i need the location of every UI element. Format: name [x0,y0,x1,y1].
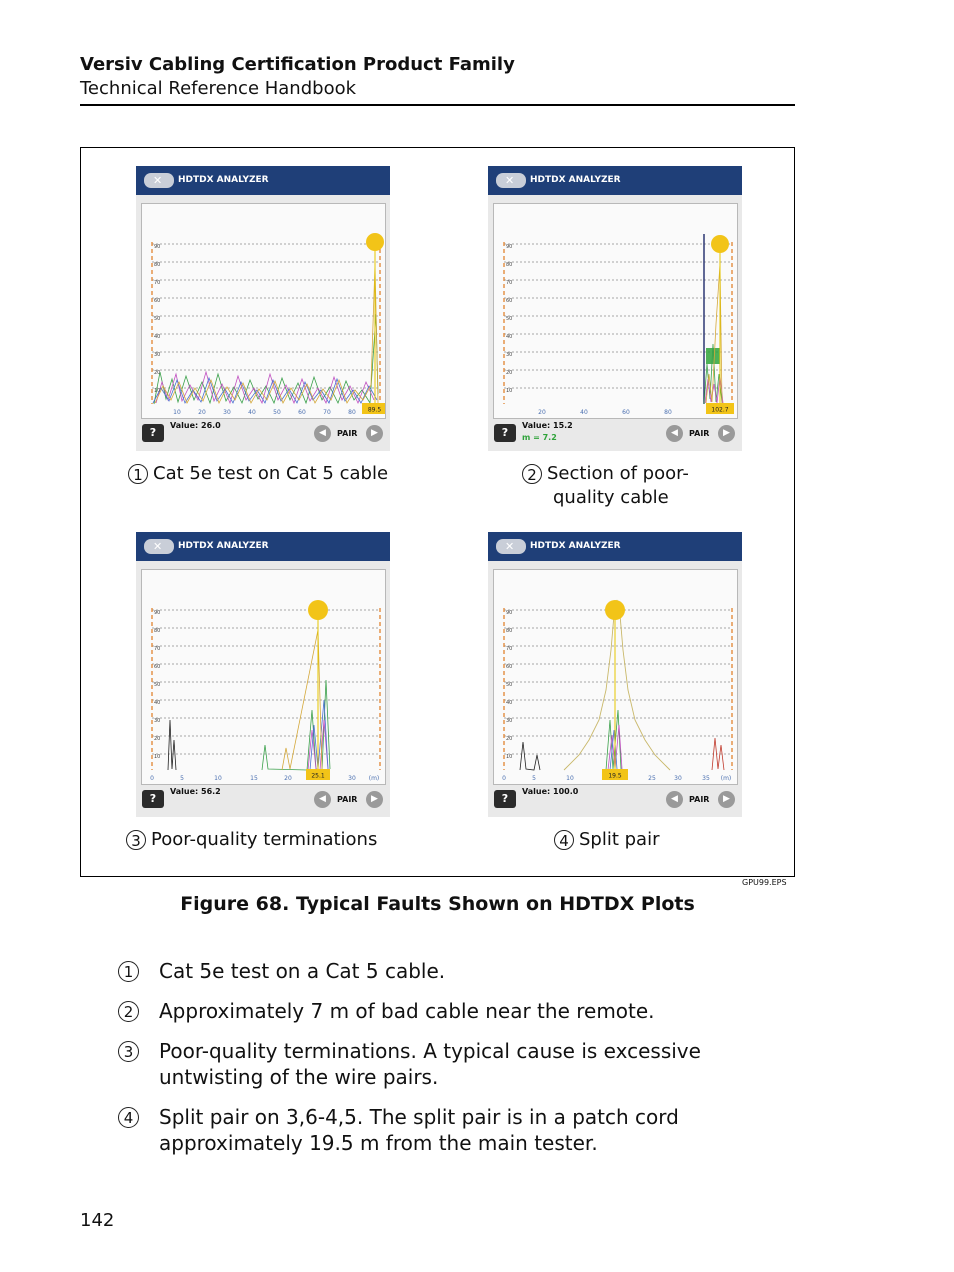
y-tick-label: 40 [506,700,513,706]
x-tick-label: 30 [674,775,682,782]
y-tick-label: 90 [154,610,161,616]
y-tick-label: 10 [154,388,161,394]
hdtdx-plot [141,203,386,419]
x-tick-label: 60 [622,409,630,416]
screen-bottombar [136,417,390,451]
y-tick-label: 70 [154,646,161,652]
y-tick-label: 90 [154,244,161,250]
x-tick-label: 5 [532,775,536,782]
x-tick-label: 5 [180,775,184,782]
y-tick-label: 50 [506,316,513,322]
back-button[interactable] [144,539,174,554]
caption-text: Cat 5e test on Cat 5 cable [153,463,389,484]
y-tick-label: 70 [506,280,513,286]
screen-bottombar [488,783,742,817]
figure-caption-4 [554,828,660,852]
help-button[interactable]: ? [142,424,164,442]
y-tick-label: 40 [506,334,513,340]
y-tick-label: 30 [154,352,161,358]
page-header [80,53,795,101]
y-tick-labels [154,244,160,394]
screen-titlebar [136,166,390,195]
x-tick-label: 30 [348,775,356,782]
y-tick-label: 60 [506,298,513,304]
y-tick-label: 20 [506,736,513,742]
hdtdx-plot [141,569,386,785]
y-tick-label: 10 [154,754,161,760]
callout-number: 4 [118,1107,139,1128]
y-tick-label: 40 [154,334,161,340]
callout-number: 1 [118,961,139,982]
y-tick-label: 30 [506,352,513,358]
hdtdx-screen-3 [136,532,390,817]
screen-titlebar [488,532,742,561]
x-unit-label: (m) [720,775,732,782]
x-tick-label: 40 [248,409,256,416]
screen-title: HDTDX ANALYZER [178,541,269,551]
y-tick-label: 20 [506,370,513,376]
value-readout: Value: 100.0 [522,787,579,796]
pair-prev-button[interactable]: ◀ [666,425,683,442]
pair-prev-button[interactable]: ◀ [314,791,331,808]
y-tick-label: 70 [154,280,161,286]
hdtdx-screen-2 [488,166,742,451]
x-tick-label: 80 [664,409,672,416]
header-rule [80,104,795,106]
pair-label: PAIR [689,429,710,438]
callout-text: Cat 5e test on a Cat 5 cable. [159,959,446,983]
screen-title: HDTDX ANALYZER [530,175,621,185]
hdtdx-plot-svg [494,204,737,418]
cursor-readout: 89.5 [367,406,382,414]
y-tick-label: 40 [154,700,161,706]
help-button[interactable]: ? [494,790,516,808]
x-tick-labels [173,409,356,416]
x-tick-label: 20 [538,409,546,416]
hdtdx-plot [493,569,738,785]
screen-titlebar [136,532,390,561]
x-tick-label: 40 [580,409,588,416]
y-tick-label: 30 [506,718,513,724]
y-tick-label: 60 [154,664,161,670]
eps-filename: GPU99.EPS [742,878,787,887]
back-arrow-icon: ✕ [505,540,515,553]
screen-bottombar [136,783,390,817]
x-tick-label: 60 [298,409,306,416]
y-tick-label: 80 [506,628,513,634]
pair-prev-button[interactable]: ◀ [666,791,683,808]
x-unit-label: (m) [368,775,380,782]
x-tick-labels [538,409,672,416]
cursor-readout: 25.1 [311,772,325,780]
x-tick-label: 30 [223,409,231,416]
value-readout: Value: 56.2 [170,787,221,796]
x-tick-label: 50 [273,409,281,416]
pair-next-button[interactable]: ▶ [718,791,735,808]
pair-label: PAIR [337,429,358,438]
y-tick-label: 20 [154,736,161,742]
x-tick-label: 70 [323,409,331,416]
y-tick-label: 90 [506,610,513,616]
y-tick-label: 60 [506,664,513,670]
back-button[interactable] [144,173,174,188]
page-number: 142 [80,1210,115,1231]
x-tick-label: 80 [348,409,356,416]
figure-title: Figure 68. Typical Faults Shown on HDTDX Plots [180,893,695,915]
caption-text: Poor-quality terminations [151,829,378,850]
y-tick-label: 60 [154,298,161,304]
pair-next-button[interactable]: ▶ [718,425,735,442]
back-arrow-icon: ✕ [153,540,163,553]
pair-prev-button[interactable]: ◀ [314,425,331,442]
x-tick-label: 10 [214,775,222,782]
screen-title: HDTDX ANALYZER [178,175,269,185]
caption-number: 1 [128,464,148,484]
y-tick-label: 90 [506,244,513,250]
callout-list [118,958,798,1170]
back-arrow-icon: ✕ [505,174,515,187]
callout-number: 3 [118,1041,139,1062]
hdtdx-screen-4 [488,532,742,817]
pair-label: PAIR [689,795,710,804]
y-tick-label: 50 [154,316,161,322]
caption-text: Section of poor- [547,463,689,484]
y-tick-label: 80 [154,262,161,268]
x-tick-label: 15 [250,775,258,782]
y-tick-label: 70 [506,646,513,652]
screen-title: HDTDX ANALYZER [530,541,621,551]
callout-item [118,1104,798,1156]
hdtdx-screen-1 [136,166,390,451]
x-tick-label: 10 [173,409,181,416]
product-family-title: Versiv Cabling Certification Product Family [80,54,515,75]
hdtdx-plot-svg [494,570,737,784]
back-arrow-icon: ✕ [153,174,163,187]
screen-bottombar [488,417,742,451]
x-tick-label: 20 [284,775,292,782]
x-tick-label: 25 [648,775,656,782]
y-tick-label: 80 [154,628,161,634]
x-tick-label: 0 [502,775,506,782]
caption-number: 4 [554,830,574,850]
callout-text: Approximately 7 m of bad cable near the remote. [159,999,655,1023]
callout-item [118,1038,798,1090]
y-tick-label: 10 [506,388,513,394]
value-readout: Value: 15.2 [522,421,573,430]
x-tick-labels [150,772,380,782]
pair-label: PAIR [337,795,358,804]
y-tick-labels [506,244,512,394]
y-tick-labels [506,610,512,760]
callout-text: Poor-quality terminations. A typical cause is excessive untwisting of the wire pairs. [159,1039,701,1089]
figure-caption-1 [128,462,388,486]
back-button[interactable] [496,173,526,188]
x-tick-label: 35 [702,775,710,782]
y-tick-label: 10 [506,754,513,760]
hdtdx-plot [493,203,738,419]
back-button[interactable] [496,539,526,554]
cursor-readout: 102.7 [711,406,729,414]
help-button[interactable]: ? [142,790,164,808]
figure-caption-3 [126,828,377,852]
y-tick-label: 20 [154,370,161,376]
handbook-title: Technical Reference Handbook [80,78,357,99]
cursor-readout: 19.5 [608,772,622,780]
x-tick-label: 0 [150,775,154,782]
caption-text-line2: quality cable [553,487,669,508]
y-tick-label: 50 [506,682,513,688]
caption-number: 3 [126,830,146,850]
y-tick-labels [154,610,160,760]
y-tick-label: 50 [154,682,161,688]
callout-item [118,958,798,984]
caption-number: 2 [522,464,542,484]
figure-caption-2 [522,462,689,510]
caption-text: Split pair [579,829,660,850]
x-tick-label: 10 [566,775,574,782]
y-tick-label: 80 [506,262,513,268]
callout-number: 2 [118,1001,139,1022]
screen-titlebar [488,166,742,195]
callout-text: Split pair on 3,6-4,5. The split pair is in a patch cord approximately 19.5 m from the main tester. [159,1105,679,1155]
callout-item [118,998,798,1024]
value-readout: Value: 26.0 [170,421,221,430]
hdtdx-plot-svg [142,204,385,418]
help-button[interactable]: ? [494,424,516,442]
x-tick-label: 20 [198,409,206,416]
hdtdx-plot-svg [142,570,385,784]
pair-next-button[interactable]: ▶ [366,791,383,808]
m-readout: m = 7.2 [522,433,557,442]
y-tick-label: 30 [154,718,161,724]
pair-next-button[interactable]: ▶ [366,425,383,442]
